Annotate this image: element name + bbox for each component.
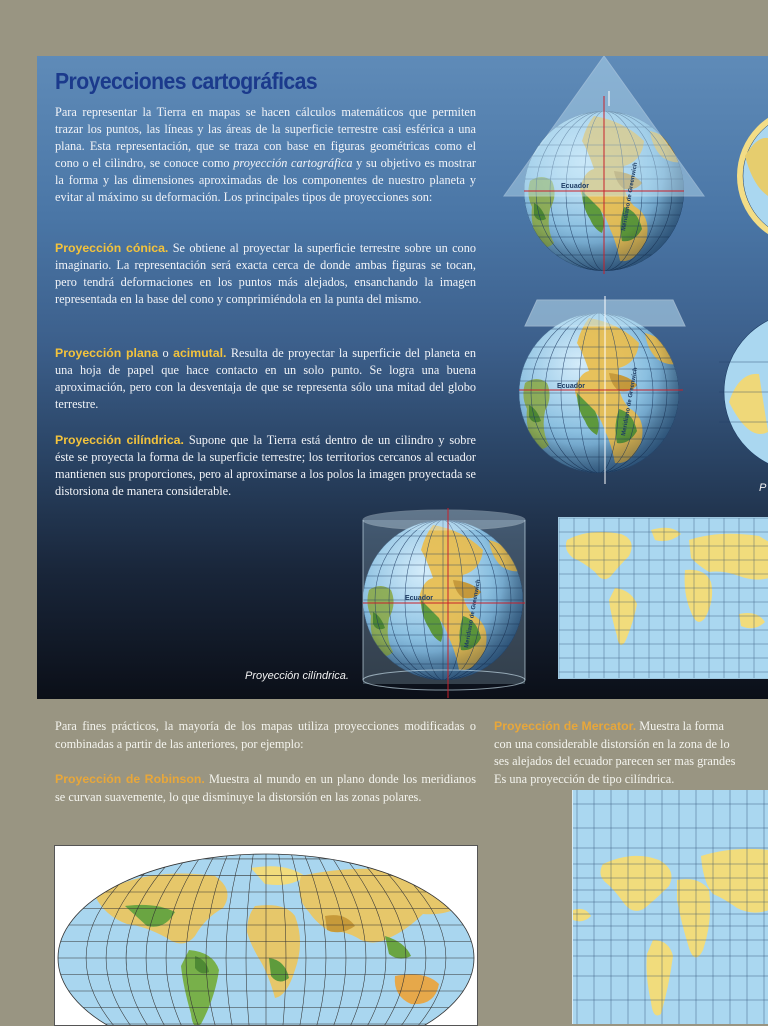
mercator-heading: Proyección de Mercator.: [494, 719, 637, 733]
mercator-line-2: con una considerable distorsión en la zona de lo: [494, 736, 730, 751]
azimuthal-meridian-label: Meridiano de Greenwich: [621, 366, 640, 437]
mercator-paragraph: [494, 718, 768, 788]
intro-text-2: y su objetivo es mostrar la forma y las dimensiones aproximadas de los componentes de nuestro planeta y evitar al máximo su deformación. Los principales tipos de proyecciones son:: [55, 156, 476, 204]
cylindrical-caption: Proyección cilíndrica.: [245, 670, 349, 682]
mercator-line-4: Es una proyección de tipo cilíndrica.: [494, 771, 675, 786]
plana-heading: Proyección plana: [55, 346, 159, 360]
robinson-paragraph: [55, 771, 476, 806]
conica-text: Se obtiene al proyectar la superficie terrestre sobre un cono imaginario. La representación será exacta cerca de donde ambas figuras se tocan, pero tendrá deformaciones en los puntos más alejados, ensanchando la imagen representada en la base del cono y comprimiéndola en la punta del mismo.: [55, 241, 477, 306]
conic-ecuador-label: Ecuador: [561, 183, 590, 190]
conic-projection-illustration: [499, 56, 709, 276]
conica-heading: Proyección cónica.: [55, 241, 169, 255]
robinson-text: Muestra al mundo en un plano donde los meridianos se curvan suavemente, lo que disminuye la distorsión en las zonas polares.: [55, 772, 476, 804]
plana-connector: o: [158, 346, 174, 360]
intro-italic-term: proyección cartográfica: [233, 156, 353, 170]
cilindrica-heading: Proyección cilíndrica.: [55, 433, 184, 447]
plana-paragraph: [55, 345, 476, 413]
cilindrica-paragraph: [55, 432, 476, 500]
mercator-line-3: ses alejados del ecuador parecen ser mas grandes: [494, 754, 736, 768]
robinson-heading: Proyección de Robinson.: [55, 772, 205, 786]
cylindrical-meridian-label: Meridiano de Greenwich: [464, 578, 483, 649]
azimuthal-partial-caption: P: [759, 482, 767, 494]
conic-meridian-label: Meridiano de Greenwich: [621, 161, 640, 232]
page-title: Proyecciones cartográficas: [55, 68, 318, 94]
projections-panel: [37, 56, 768, 699]
azimuthal-map-partial-globe: [719, 312, 768, 472]
mercator-world-map: [573, 790, 768, 1024]
acimutal-heading: acimutal.: [173, 346, 227, 360]
cylindrical-projection-illustration: [355, 508, 535, 698]
intro-text-1: Para representar la Tierra en mapas se hacen cálculos matemáticos que permiten trazar los puntos, las líneas y las áreas de la superficie terrestre casi esférica a una plana. Esta representación, que se traza con base en figuras geométricas como el cono o el cilindro, se conoce como: [55, 105, 476, 170]
intro-paragraph: [55, 104, 476, 206]
plana-text: Resulta de proyectar la superficie del planeta en una hoja de papel que hace contacto en un solo punto. Se logra una buena aproximación, pero con la desventaja de que se representa sólo una mitad del globo terrestre.: [55, 346, 477, 411]
mercator-map-frame: [572, 790, 768, 1024]
azimuthal-projection-illustration: [515, 296, 695, 486]
azimuthal-ecuador-label: Ecuador: [557, 383, 586, 390]
cylindrical-world-map: [558, 517, 768, 679]
conica-paragraph: [55, 240, 476, 308]
mercator-line-1: Muestra la forma: [636, 719, 724, 733]
robinson-world-map: [55, 846, 477, 1026]
cilindrica-text: Supone que la Tierra está dentro de un cilindro y sobre éste se proyecta la forma de la superficie terrestre; los territorios cercanos al ecuador mantienen sus proporciones, pero al aproximarse a los polos la imagen proyectada se distorsiona de manera considerable.: [55, 433, 477, 498]
conic-map-partial-globe: [727, 96, 768, 256]
cylindrical-ecuador-label: Ecuador: [405, 595, 434, 602]
robinson-map-frame: [54, 845, 478, 1026]
fines-paragraph: Para fines prácticos, la mayoría de los mapas utiliza proyecciones modificadas o combinadas a partir de las anteriores, por ejemplo:: [55, 719, 476, 751]
